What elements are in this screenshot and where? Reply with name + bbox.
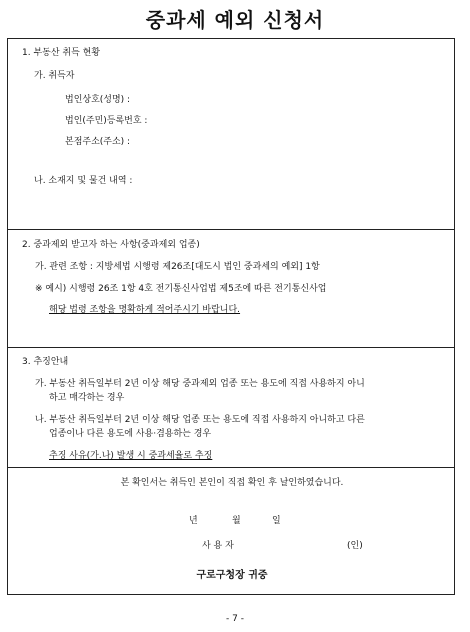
user-label: 사 용 자 <box>202 541 234 551</box>
location-property-field: 나. 소재지 및 물건 내역 : <box>34 176 133 186</box>
corp-name-field: 법인상호(성명) : <box>65 95 131 105</box>
notice-item-a-line2: 하고 매각하는 경우 <box>49 393 125 403</box>
form-frame <box>7 38 455 595</box>
page-number: - 7 - <box>226 614 244 624</box>
document-title: 중과세 예외 신청서 <box>145 8 325 32</box>
seal-mark: (인) <box>347 541 363 551</box>
notice-item-b-line1: 나. 부동산 취득일부터 2년 이상 해당 업종 또는 용도에 직접 사용하지 아니하고 다른 <box>35 415 365 425</box>
acquirer-label: 가. 취득자 <box>34 71 75 81</box>
section-3-heading: 3. 추징안내 <box>22 357 69 367</box>
addressee: 구로구청장 귀중 <box>196 570 268 581</box>
head-office-address-field: 본점주소(주소) : <box>65 137 131 147</box>
confirmation-statement: 본 확인서는 취득인 본인이 직접 확인 후 날인하였습니다. <box>120 478 344 488</box>
section-2-heading: 2. 중과제외 받고자 하는 사항(중과제외 업종) <box>22 240 200 250</box>
section-1-heading: 1. 부동산 취득 현황 <box>22 48 101 58</box>
section-exemption-details <box>8 229 454 347</box>
collection-note: 추징 사유(가.나) 발생 시 중과세율로 추징 <box>49 451 213 461</box>
date-year-label: 년 <box>189 516 198 526</box>
example-line: ※ 예시) 시행령 26조 1항 4호 전기통신사업법 제5조에 따른 전기통신사업 <box>35 284 327 294</box>
related-clause-line: 가. 관련 조항 : 지방세법 시행령 제26조[대도시 법인 중과세의 예외] 1항 <box>35 262 320 272</box>
notice-item-a-line1: 가. 부동산 취득일부터 2년 이상 해당 중과제외 업종 또는 용도에 직접 사용하지 아니 <box>35 379 365 389</box>
section-collection-notice <box>8 347 454 467</box>
notice-item-b-line2: 업종이나 다른 용도에 사용·겸용하는 경우 <box>49 429 212 439</box>
section-acquisition-status <box>8 39 454 229</box>
section-confirmation <box>8 467 454 596</box>
registration-number-field: 법인(주민)등록번호 : <box>65 116 148 126</box>
date-month-label: 월 <box>232 516 241 526</box>
date-day-label: 일 <box>272 516 281 526</box>
instruction-line: 해당 법령 조항을 명확하게 적어주시기 바랍니다. <box>49 305 241 315</box>
